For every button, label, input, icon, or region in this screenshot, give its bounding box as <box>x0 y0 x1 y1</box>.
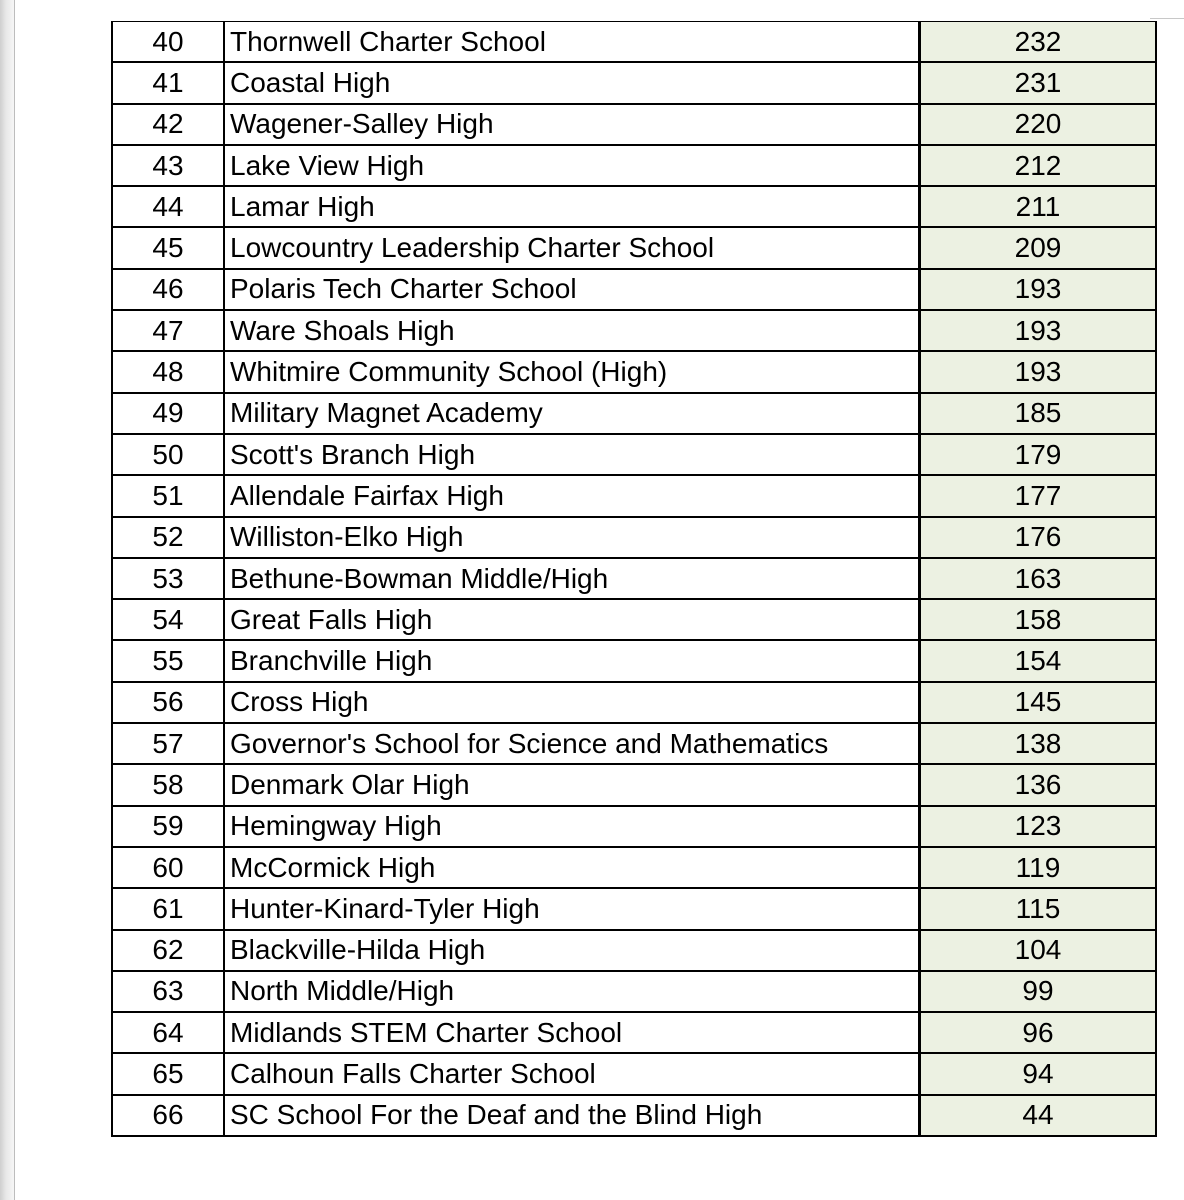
school-name-cell: Williston-Elko High <box>224 517 920 558</box>
rank-cell: 59 <box>112 806 224 847</box>
rank-cell: 63 <box>112 971 224 1012</box>
school-name-cell: Calhoun Falls Charter School <box>224 1053 920 1094</box>
table-row <box>112 22 1156 63</box>
count-cell: 232 <box>920 22 1157 63</box>
rank-cell: 48 <box>112 351 224 392</box>
table-row <box>112 104 1156 145</box>
school-name-cell: SC School For the Deaf and the Blind High <box>224 1095 920 1136</box>
count-cell: 211 <box>920 186 1157 227</box>
count-cell: 209 <box>920 227 1157 268</box>
table-row <box>112 682 1156 723</box>
rank-cell: 40 <box>112 22 224 63</box>
count-cell: 123 <box>920 806 1157 847</box>
school-name-cell: Military Magnet Academy <box>224 393 920 434</box>
count-cell: 154 <box>920 640 1157 681</box>
rank-cell: 46 <box>112 269 224 310</box>
school-name-cell: Governor's School for Science and Mathematics <box>224 723 920 764</box>
count-cell: 94 <box>920 1053 1157 1094</box>
count-cell: 193 <box>920 269 1157 310</box>
table-row <box>112 806 1156 847</box>
rank-cell: 57 <box>112 723 224 764</box>
table-row <box>112 393 1156 434</box>
rank-cell: 56 <box>112 682 224 723</box>
rank-cell: 47 <box>112 310 224 351</box>
count-cell: 212 <box>920 145 1157 186</box>
table-row <box>112 1095 1156 1136</box>
table-row <box>112 847 1156 888</box>
count-cell: 96 <box>920 1012 1157 1053</box>
school-name-cell: Scott's Branch High <box>224 434 920 475</box>
count-cell: 158 <box>920 599 1157 640</box>
count-cell: 104 <box>920 930 1157 971</box>
rank-cell: 43 <box>112 145 224 186</box>
rank-cell: 55 <box>112 640 224 681</box>
table-row <box>112 434 1156 475</box>
count-cell: 185 <box>920 393 1157 434</box>
school-name-cell: Lake View High <box>224 145 920 186</box>
school-ranking-table <box>111 21 1157 1137</box>
school-name-cell: Denmark Olar High <box>224 764 920 805</box>
school-name-cell: Polaris Tech Charter School <box>224 269 920 310</box>
school-name-cell: Allendale Fairfax High <box>224 475 920 516</box>
school-name-cell: Lamar High <box>224 186 920 227</box>
rank-cell: 45 <box>112 227 224 268</box>
count-cell: 193 <box>920 351 1157 392</box>
count-cell: 145 <box>920 682 1157 723</box>
table-row <box>112 310 1156 351</box>
table-row <box>112 186 1156 227</box>
rank-cell: 62 <box>112 930 224 971</box>
count-cell: 231 <box>920 62 1157 103</box>
rank-cell: 42 <box>112 104 224 145</box>
school-name-cell: North Middle/High <box>224 971 920 1012</box>
school-name-cell: Hunter-Kinard-Tyler High <box>224 888 920 929</box>
school-name-cell: Lowcountry Leadership Charter School <box>224 227 920 268</box>
table-row <box>112 475 1156 516</box>
rank-cell: 65 <box>112 1053 224 1094</box>
page-top-edge <box>1150 18 1184 19</box>
rank-cell: 44 <box>112 186 224 227</box>
table-row <box>112 723 1156 764</box>
rank-cell: 64 <box>112 1012 224 1053</box>
count-cell: 44 <box>920 1095 1157 1136</box>
table-row <box>112 640 1156 681</box>
count-cell: 136 <box>920 764 1157 805</box>
table-row <box>112 888 1156 929</box>
count-cell: 99 <box>920 971 1157 1012</box>
rank-cell: 50 <box>112 434 224 475</box>
school-name-cell: Midlands STEM Charter School <box>224 1012 920 1053</box>
count-cell: 119 <box>920 847 1157 888</box>
school-name-cell: Ware Shoals High <box>224 310 920 351</box>
page-left-shadow <box>0 0 14 1200</box>
table-row <box>112 764 1156 805</box>
school-name-cell: Hemingway High <box>224 806 920 847</box>
rank-cell: 52 <box>112 517 224 558</box>
table-row <box>112 1053 1156 1094</box>
count-cell: 220 <box>920 104 1157 145</box>
count-cell: 115 <box>920 888 1157 929</box>
table-row <box>112 558 1156 599</box>
rank-cell: 66 <box>112 1095 224 1136</box>
table-row <box>112 145 1156 186</box>
table-row <box>112 227 1156 268</box>
school-name-cell: Branchville High <box>224 640 920 681</box>
table-row <box>112 930 1156 971</box>
table-row <box>112 351 1156 392</box>
school-name-cell: Whitmire Community School (High) <box>224 351 920 392</box>
school-name-cell: Cross High <box>224 682 920 723</box>
school-name-cell: Thornwell Charter School <box>224 22 920 63</box>
rank-cell: 60 <box>112 847 224 888</box>
table-body <box>112 22 1156 1137</box>
count-cell: 193 <box>920 310 1157 351</box>
school-name-cell: Blackville-Hilda High <box>224 930 920 971</box>
rank-cell: 53 <box>112 558 224 599</box>
school-name-cell: Bethune-Bowman Middle/High <box>224 558 920 599</box>
school-name-cell: Great Falls High <box>224 599 920 640</box>
school-name-cell: McCormick High <box>224 847 920 888</box>
rank-cell: 54 <box>112 599 224 640</box>
school-name-cell: Wagener-Salley High <box>224 104 920 145</box>
table-row <box>112 517 1156 558</box>
rank-cell: 58 <box>112 764 224 805</box>
rank-cell: 51 <box>112 475 224 516</box>
count-cell: 138 <box>920 723 1157 764</box>
page-left-edge <box>14 0 15 1200</box>
rank-cell: 41 <box>112 62 224 103</box>
rank-cell: 61 <box>112 888 224 929</box>
rank-cell: 49 <box>112 393 224 434</box>
table-row <box>112 269 1156 310</box>
count-cell: 177 <box>920 475 1157 516</box>
table-row <box>112 599 1156 640</box>
table-row <box>112 1012 1156 1053</box>
table-row <box>112 62 1156 103</box>
table-row <box>112 971 1156 1012</box>
count-cell: 163 <box>920 558 1157 599</box>
count-cell: 176 <box>920 517 1157 558</box>
school-name-cell: Coastal High <box>224 62 920 103</box>
count-cell: 179 <box>920 434 1157 475</box>
